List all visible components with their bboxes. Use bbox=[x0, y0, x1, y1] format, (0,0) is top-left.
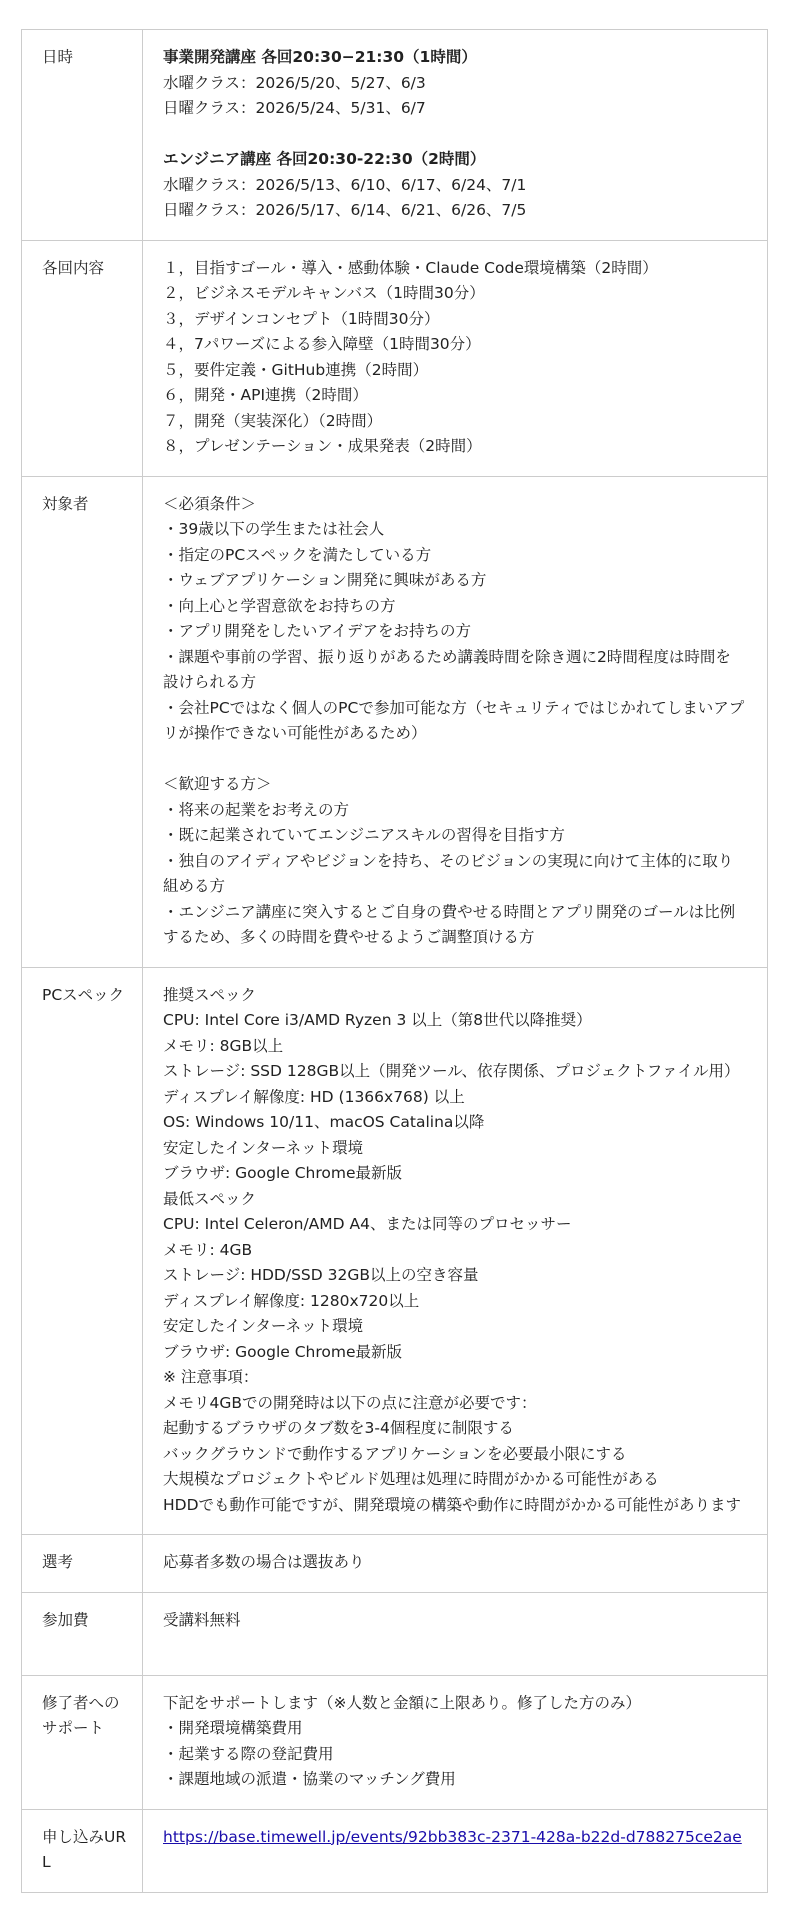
spec-line: ブラウザ: Google Chrome最新版 bbox=[163, 1342, 403, 1361]
row-label: 参加費 bbox=[22, 1592, 143, 1675]
spec-line: 推奨スペック bbox=[163, 985, 257, 1004]
support-value bbox=[143, 1675, 768, 1809]
course-heading: エンジニア講座 各回20:30-22:30（2時間） bbox=[163, 150, 486, 168]
spec-line: 起動するブラウザのタブ数を3-4個程度に制限する bbox=[163, 1419, 514, 1437]
row-label: 選考 bbox=[22, 1535, 143, 1593]
row-target bbox=[22, 476, 768, 967]
fee-text: 受講料無料 bbox=[163, 1610, 241, 1629]
row-label: 対象者 bbox=[22, 476, 143, 967]
class-line: 日曜クラス：2026/5/24、5/31、6/7 bbox=[163, 99, 426, 117]
fee-blank-line bbox=[163, 1633, 745, 1659]
welcome-item: ・独自のアイディアやビジョンを持ち、そのビジョンの実現に向けて主体的に取り組める方 bbox=[163, 851, 734, 895]
spec-line: 最低スペック bbox=[163, 1189, 257, 1208]
row-label: 日時 bbox=[22, 30, 143, 241]
session-item: ５，要件定義・GitHub連携（2時間） bbox=[163, 360, 429, 379]
session-item: ３，デザインコンセプト（1時間30分） bbox=[163, 309, 440, 328]
session-item: ６，開発・API連携（2時間） bbox=[163, 386, 368, 404]
spec-line: CPU: Intel Celeron/AMD A4、または同等のプロセッサー bbox=[163, 1215, 572, 1233]
row-schedule bbox=[22, 30, 768, 241]
spec-line: メモリ: 4GB bbox=[163, 1240, 253, 1259]
spec-line: ストレージ: SSD 128GB以上（開発ツール、依存関係、プロジェクトファイル用） bbox=[163, 1062, 740, 1080]
row-pc-spec bbox=[22, 967, 768, 1535]
row-label: 申し込みURL bbox=[22, 1809, 143, 1892]
support-item: ・開発環境構築費用 bbox=[163, 1719, 303, 1737]
requirement-item: ・課題や事前の学習、振り返りがあるため講義時間を除き週に2時間程度は時間を設けられる方 bbox=[163, 647, 731, 691]
spec-line: ストレージ: HDD/SSD 32GB以上の空き容量 bbox=[163, 1266, 479, 1284]
welcome-item: ・既に起業されていてエンジニアスキルの習得を目指す方 bbox=[163, 826, 565, 844]
row-session-content bbox=[22, 240, 768, 476]
target-value bbox=[143, 476, 768, 967]
row-support bbox=[22, 1675, 768, 1809]
selection-value bbox=[143, 1535, 768, 1593]
row-selection bbox=[22, 1535, 768, 1593]
pc-spec-value bbox=[143, 967, 768, 1535]
spec-line: 大規模なプロジェクトやビルド処理は処理に時間がかかる可能性がある bbox=[163, 1470, 659, 1488]
requirement-item: ・向上心と学習意欲をお持ちの方 bbox=[163, 596, 396, 615]
session-item: １，目指すゴール・導入・感動体験・Claude Code環境構築（2時間） bbox=[163, 258, 658, 277]
spec-line: CPU: Intel Core i3/AMD Ryzen 3 以上（第8世代以降推奨） bbox=[163, 1011, 592, 1029]
session-item: ８，プレゼンテーション・成果発表（2時間） bbox=[163, 437, 482, 455]
welcome-heading: ＜歓迎する方＞ bbox=[163, 775, 272, 793]
spec-line: OS: Windows 10/11、macOS Catalina以降 bbox=[163, 1113, 485, 1131]
spec-line: 安定したインターネット環境 bbox=[163, 1317, 364, 1335]
support-intro: 下記をサポートします（※人数と金額に上限あり。修了した方のみ） bbox=[163, 1693, 641, 1712]
fee-value bbox=[143, 1592, 768, 1675]
requirement-item: ・指定のPCスペックを満たしている方 bbox=[163, 545, 432, 564]
row-label: 修了者へのサポート bbox=[22, 1675, 143, 1809]
requirement-item: ・39歳以下の学生または社会人 bbox=[163, 520, 385, 538]
welcome-item: ・エンジニア講座に突入するとご自身の費やせる時間とアプリ開発のゴールは比例するため、多くの時間を費やせるようご調整頂ける方 bbox=[163, 902, 736, 946]
spec-line: メモリ4GBでの開発時は以下の点に注意が必要です： bbox=[163, 1393, 537, 1412]
row-label: 各回内容 bbox=[22, 240, 143, 476]
spec-line: バックグラウンドで動作するアプリケーションを必要最小限にする bbox=[163, 1444, 627, 1463]
requirement-item: ・アプリ開発をしたいアイデアをお持ちの方 bbox=[163, 622, 471, 640]
row-fee bbox=[22, 1592, 768, 1675]
selection-text: 応募者多数の場合は選抜あり bbox=[163, 1553, 365, 1571]
session-item: ２，ビジネスモデルキャンバス（1時間30分） bbox=[163, 284, 485, 302]
spec-line: ※ 注意事項： bbox=[163, 1368, 259, 1386]
schedule-value bbox=[143, 30, 768, 241]
session-list bbox=[143, 240, 768, 476]
apply-url-link[interactable]: https://base.timewell.jp/events/92bb383c-2371-428a-b22d-d788275ce2ae bbox=[163, 1827, 742, 1846]
course-heading: 事業開発講座 各回20:30−21:30（1時間） bbox=[163, 48, 477, 66]
requirements-heading: ＜必須条件＞ bbox=[163, 494, 257, 513]
spec-line: ディスプレイ解像度: HD (1366x768) 以上 bbox=[163, 1087, 465, 1106]
spec-line: メモリ: 8GB以上 bbox=[163, 1036, 284, 1055]
session-item: ７，開発（実装深化）（2時間） bbox=[163, 411, 383, 430]
row-apply-url bbox=[22, 1809, 768, 1892]
event-info-table bbox=[21, 29, 768, 1893]
class-line: 水曜クラス：2026/5/20、5/27、6/3 bbox=[163, 73, 426, 92]
spec-line: 安定したインターネット環境 bbox=[163, 1138, 364, 1157]
row-label: PCスペック bbox=[22, 967, 143, 1535]
class-line: 水曜クラス：2026/5/13、6/10、6/17、6/24、7/1 bbox=[163, 175, 527, 194]
spec-line: ブラウザ: Google Chrome最新版 bbox=[163, 1164, 403, 1182]
spec-line: HDDでも動作可能ですが、開発環境の構築や動作に時間がかかる可能性があります bbox=[163, 1495, 742, 1514]
apply-url-value bbox=[143, 1809, 768, 1892]
support-item: ・課題地域の派遣・協業のマッチング費用 bbox=[163, 1770, 456, 1788]
requirement-item: ・ウェブアプリケーション開発に興味がある方 bbox=[163, 571, 487, 589]
requirement-item: ・会社PCではなく個人のPCで参加可能な方（セキュリティではじかれてしまいアプリが操作できない可能性があるため） bbox=[163, 698, 745, 742]
welcome-item: ・将来の起業をお考えの方 bbox=[163, 800, 350, 819]
class-line: 日曜クラス：2026/5/17、6/14、6/21、6/26、7/5 bbox=[163, 201, 527, 219]
support-item: ・起業する際の登記費用 bbox=[163, 1744, 334, 1763]
session-item: ４，7パワーズによる参入障壁（1時間30分） bbox=[163, 335, 481, 353]
spec-line: ディスプレイ解像度: 1280x720以上 bbox=[163, 1291, 420, 1310]
